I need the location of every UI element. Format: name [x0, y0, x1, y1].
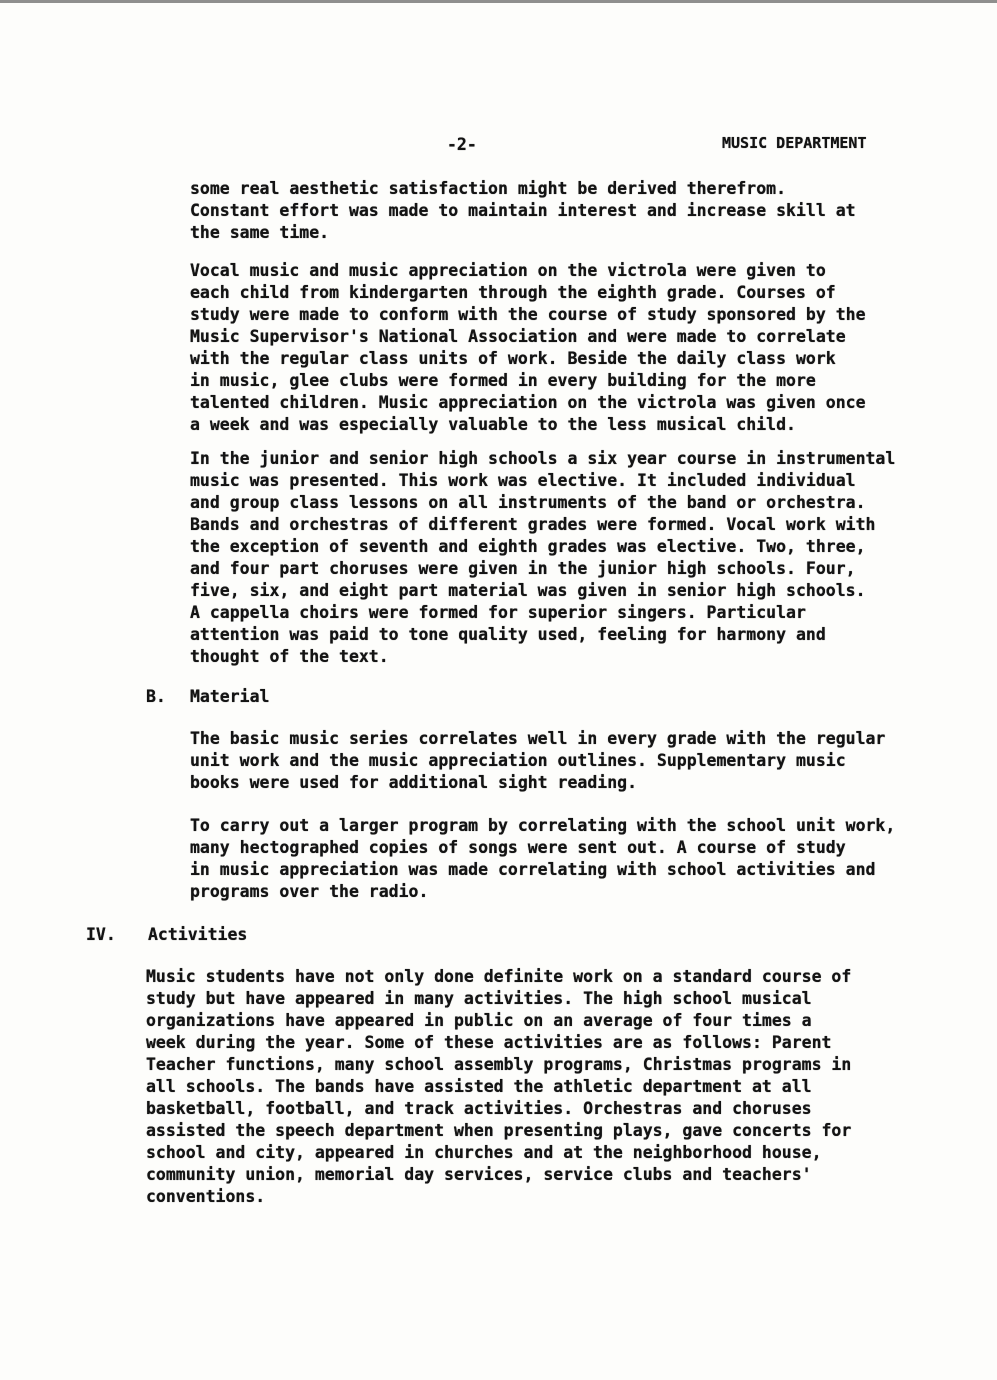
text-line: in music appreciation was made correlating with school activities and [190, 860, 876, 879]
text-line: in music, glee clubs were formed in every building for the more [190, 371, 816, 390]
text-line: Teacher functions, many school assembly programs, Christmas programs in [146, 1055, 852, 1074]
text-line: conventions. [146, 1187, 266, 1206]
text-line: Bands and orchestras of different grades were formed. Vocal work with [190, 515, 876, 534]
text-line: A cappella choirs were formed for superior singers. Particular [190, 603, 806, 622]
text-line: organizations have appeared in public on an average of four times a [146, 1011, 812, 1030]
text-line: thought of the text. [190, 647, 389, 666]
paragraph-material-program [190, 815, 895, 903]
text-line: some real aesthetic satisfaction might be derived therefrom. [190, 179, 787, 198]
text-line: To carry out a larger program by correlating with the school unit work, [190, 816, 896, 835]
text-line: Constant effort was made to maintain interest and increase skill at [190, 201, 856, 220]
text-line: music was presented. This work was elective. It included individual [190, 471, 856, 490]
section-iv-title: Activities [148, 925, 248, 944]
department-header: MUSIC DEPARTMENT [722, 134, 867, 152]
text-line: the exception of seventh and eighth grades was elective. Two, three, [190, 537, 866, 556]
text-line: and four part choruses were given in the junior high schools. Four, [190, 559, 856, 578]
text-line: basketball, football, and track activities. Orchestras and choruses [146, 1099, 812, 1118]
text-line: community union, memorial day services, service clubs and teachers' [146, 1165, 812, 1184]
paragraph-aesthetic [190, 178, 856, 244]
page-number: -2- [447, 135, 477, 154]
text-line: unit work and the music appreciation outlines. Supplementary music [190, 751, 846, 770]
text-line: the same time. [190, 223, 330, 242]
text-line: many hectographed copies of songs were sent out. A course of study [190, 838, 846, 857]
text-line: each child from kindergarten through the eighth grade. Courses of [190, 283, 836, 302]
text-line: attention was paid to tone quality used, feeling for harmony and [190, 625, 826, 644]
text-line: talented children. Music appreciation on the victrola was given once [190, 393, 866, 412]
text-line: study were made to conform with the course of study sponsored by the [190, 305, 866, 324]
text-line: The basic music series correlates well in every grade with the regular [190, 729, 886, 748]
text-line: five, six, and eight part material was given in senior high schools. [190, 581, 866, 600]
paragraph-vocal-music [190, 260, 866, 436]
section-b-title: Material [190, 687, 270, 706]
text-line: Vocal music and music appreciation on the victrola were given to [190, 261, 826, 280]
paragraph-material-series [190, 728, 885, 794]
section-b-heading [146, 686, 269, 708]
text-line: assisted the speech department when presenting plays, gave concerts for [146, 1121, 852, 1140]
text-line: study but have appeared in many activities. The high school musical [146, 989, 812, 1008]
text-line: with the regular class units of work. Beside the daily class work [190, 349, 836, 368]
text-line: Music Supervisor's National Association and were made to correlate [190, 327, 846, 346]
section-b-marker: B. [146, 687, 166, 706]
text-line: school and city, appeared in churches and at the neighborhood house, [146, 1143, 822, 1162]
paragraph-instrumental [190, 448, 895, 668]
text-line: In the junior and senior high schools a six year course in instrumental [190, 449, 896, 468]
text-line: and group class lessons on all instruments of the band or orchestra. [190, 493, 866, 512]
text-line: week during the year. Some of these activities are as follows: Parent [146, 1033, 832, 1052]
text-line: a week and was especially valuable to the less musical child. [190, 415, 796, 434]
page-top-edge [0, 0, 997, 3]
section-iv-heading [86, 924, 247, 946]
paragraph-activities [146, 966, 851, 1208]
text-line: programs over the radio. [190, 882, 429, 901]
section-iv-marker: IV. [86, 925, 116, 944]
text-line: all schools. The bands have assisted the athletic department at all [146, 1077, 812, 1096]
text-line: Music students have not only done definite work on a standard course of [146, 967, 852, 986]
text-line: books were used for additional sight reading. [190, 773, 638, 792]
